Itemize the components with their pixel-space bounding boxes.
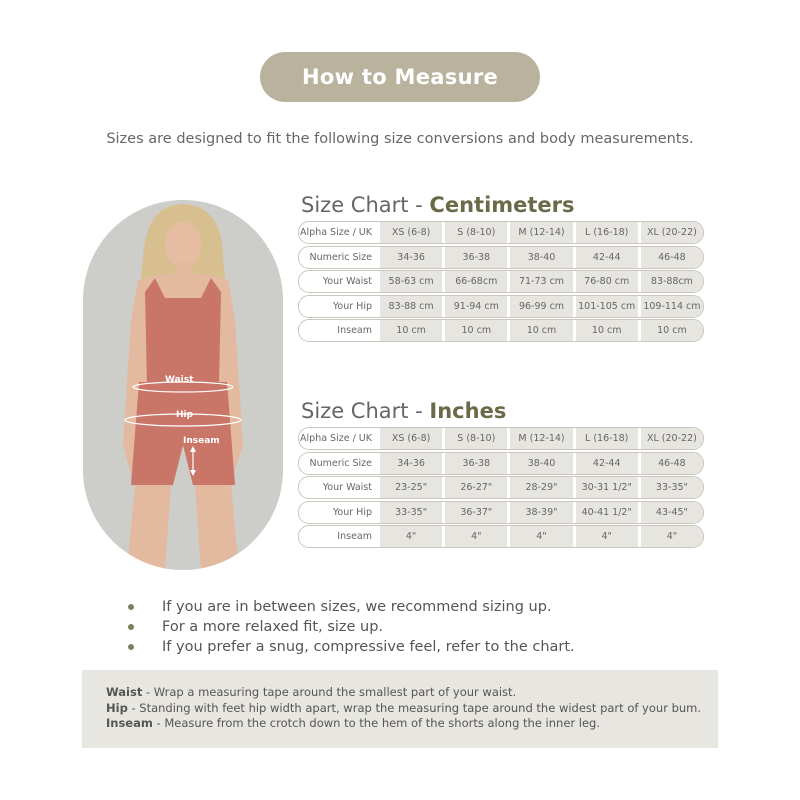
table-row — [298, 476, 704, 499]
table-cell: 66-68cm — [442, 271, 507, 292]
table-cell: 26-27" — [442, 477, 507, 498]
size-chart-inches-title: Size Chart - Inches — [301, 399, 507, 423]
row-label: Alpha Size / UK — [300, 227, 372, 238]
table-cell: 28-29" — [507, 477, 572, 498]
hip-label: Hip — [176, 410, 194, 420]
table-cell: L (16-18) — [573, 222, 638, 243]
banner-title: How to Measure — [301, 65, 499, 89]
bullet-icon — [128, 644, 134, 650]
row-label: Numeric Size — [309, 457, 372, 469]
table-row — [298, 525, 704, 548]
table-cell: 33-35" — [377, 502, 442, 523]
table-cell: 36-37" — [442, 502, 507, 523]
table-row — [298, 295, 704, 318]
size-chart-cm — [298, 221, 704, 344]
table-cell: S (8-10) — [442, 428, 507, 449]
fit-tips — [128, 597, 575, 657]
table-cell: 34-36 — [377, 247, 442, 268]
table-cell: 42-44 — [573, 453, 638, 474]
table-cell: 4" — [507, 526, 572, 547]
table-cell: 38-40 — [507, 247, 572, 268]
table-cell: XS (6-8) — [377, 428, 442, 449]
table-row — [298, 319, 704, 342]
table-cell: 96-99 cm — [507, 296, 572, 317]
table-row — [298, 501, 704, 524]
table-cell: 4" — [573, 526, 638, 547]
table-cell: XL (20-22) — [638, 428, 703, 449]
row-label: Inseam — [337, 325, 372, 336]
how-to-measure-banner — [260, 52, 540, 102]
table-cell: 58-63 cm — [377, 271, 442, 292]
table-cell: 10 cm — [442, 320, 507, 341]
table-cell: 4" — [442, 526, 507, 547]
table-cell: 38-40 — [507, 453, 572, 474]
bullet-icon — [128, 604, 134, 610]
table-cell: 42-44 — [573, 247, 638, 268]
table-cell: 10 cm — [507, 320, 572, 341]
table-cell: M (12-14) — [507, 222, 572, 243]
table-row — [298, 452, 704, 475]
row-label: Your Waist — [322, 276, 372, 287]
table-row — [298, 270, 704, 293]
row-label: Your Hip — [332, 506, 372, 518]
table-cell: 83-88 cm — [377, 296, 442, 317]
model-illustration — [83, 200, 283, 570]
table-cell: 23-25" — [377, 477, 442, 498]
table-cell: 30-31 1/2" — [573, 477, 638, 498]
waist-label: Waist — [165, 375, 194, 385]
row-label: Numeric Size — [309, 251, 372, 263]
table-cell: 109-114 cm — [638, 296, 703, 317]
list-item — [128, 597, 575, 617]
table-cell: 46-48 — [638, 247, 703, 268]
bullet-icon — [128, 624, 134, 630]
list-item — [128, 637, 575, 657]
row-label: Your Waist — [322, 482, 372, 493]
table-cell: 10 cm — [573, 320, 638, 341]
table-cell: 71-73 cm — [507, 271, 572, 292]
table-cell: M (12-14) — [507, 428, 572, 449]
table-cell: 36-38 — [442, 453, 507, 474]
tip-text: If you prefer a snug, compressive feel, refer to the chart. — [162, 639, 575, 655]
table-row — [298, 427, 704, 450]
table-cell: 10 cm — [377, 320, 442, 341]
definition-inseam: Inseam - Measure from the crotch down to the hem of the shorts along the inner leg. — [106, 716, 601, 730]
table-cell: 46-48 — [638, 453, 703, 474]
table-cell: L (16-18) — [573, 428, 638, 449]
row-label: Inseam — [337, 531, 372, 542]
row-label: Your Hip — [332, 300, 372, 312]
table-cell: XL (20-22) — [638, 222, 703, 243]
table-cell: 83-88cm — [638, 271, 703, 292]
table-cell: S (8-10) — [442, 222, 507, 243]
measurement-definitions — [82, 670, 718, 748]
intro-text: Sizes are designed to fit the following size conversions and body measurements. — [106, 131, 694, 147]
definition-hip: Hip - Standing with feet hip width apart, wrap the measuring tape around the widest part of your bum. — [106, 700, 702, 715]
tip-text: If you are in between sizes, we recommend sizing up. — [162, 599, 552, 615]
size-chart-cm-title: Size Chart - Centimeters — [301, 193, 575, 217]
table-cell: 40-41 1/2" — [573, 502, 638, 523]
definition-waist: Waist - Wrap a measuring tape around the smallest part of your waist. — [106, 685, 517, 699]
tip-text: For a more relaxed fit, size up. — [162, 619, 384, 635]
list-item — [128, 617, 575, 637]
table-row — [298, 246, 704, 269]
row-label: Alpha Size / UK — [300, 433, 372, 444]
table-cell: 38-39" — [507, 502, 572, 523]
table-cell: 91-94 cm — [442, 296, 507, 317]
table-cell: 34-36 — [377, 453, 442, 474]
inseam-label: Inseam — [183, 436, 220, 446]
table-cell: 101-105 cm — [573, 296, 638, 317]
table-cell: 10 cm — [638, 320, 703, 341]
table-cell: 4" — [377, 526, 442, 547]
size-chart-inches — [298, 427, 704, 550]
table-cell: 4" — [638, 526, 703, 547]
table-cell: 36-38 — [442, 247, 507, 268]
table-row — [298, 221, 704, 244]
table-cell: XS (6-8) — [377, 222, 442, 243]
table-cell: 43-45" — [638, 502, 703, 523]
model-photo — [83, 200, 283, 570]
table-cell: 33-35" — [638, 477, 703, 498]
table-cell: 76-80 cm — [573, 271, 638, 292]
